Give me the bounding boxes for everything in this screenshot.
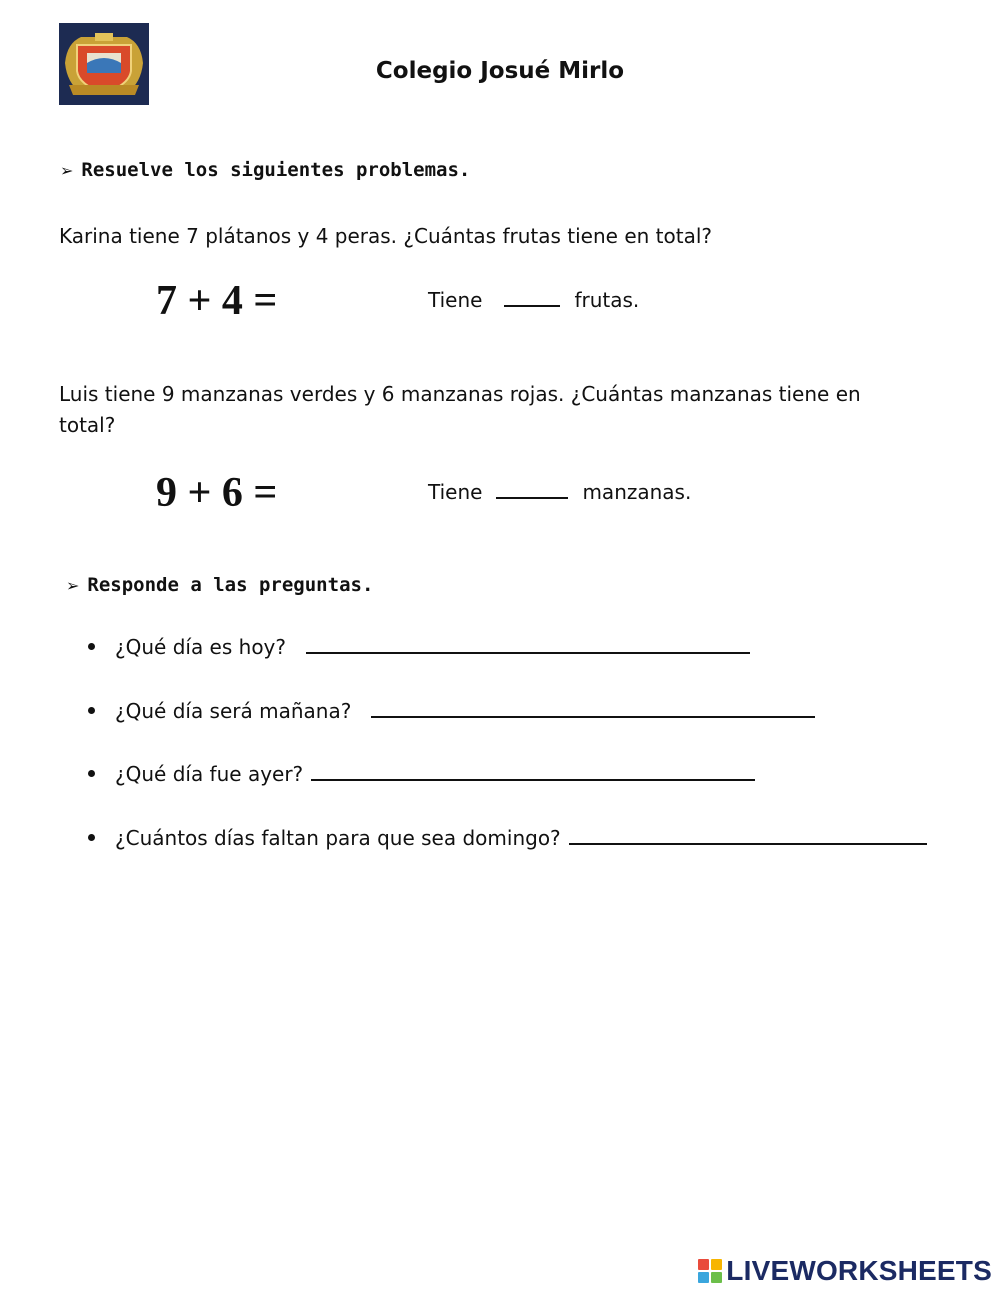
answer-blank-2[interactable] bbox=[496, 477, 568, 499]
section-heading-text: Resuelve los siguientes problemas. bbox=[81, 159, 471, 181]
bullet-icon bbox=[88, 643, 95, 650]
answer-line-3[interactable] bbox=[311, 761, 755, 781]
answer-suffix: manzanas. bbox=[582, 480, 692, 504]
question-text: ¿Cuántos días faltan para que sea domingo? bbox=[115, 826, 561, 850]
liveworksheets-brand-text: LIVEWORKSHEETS bbox=[726, 1255, 992, 1286]
arrow-bullet-icon: ➢ bbox=[60, 161, 74, 180]
liveworksheets-logo[interactable] bbox=[698, 1255, 992, 1287]
answer-prefix: Tiene bbox=[428, 480, 483, 504]
liveworksheets-blocks-icon bbox=[698, 1259, 722, 1283]
bullet-icon bbox=[88, 834, 95, 841]
problem-2-equation: 9 + 6 = bbox=[156, 470, 278, 516]
answer-blank-1[interactable] bbox=[504, 285, 560, 307]
school-title: Colegio Josué Mirlo bbox=[375, 58, 625, 84]
arrow-bullet-icon: ➢ bbox=[66, 576, 80, 595]
problem-1-answer bbox=[428, 285, 639, 312]
question-text: ¿Qué día será mañana? bbox=[115, 699, 352, 723]
list-item bbox=[88, 634, 750, 659]
problem-2-statement-line1: Luis tiene 9 manzanas verdes y 6 manzanas rojas. ¿Cuántas manzanas tiene en bbox=[59, 382, 861, 406]
section-heading-problems bbox=[60, 159, 470, 181]
question-text: ¿Qué día es hoy? bbox=[115, 635, 287, 659]
section-heading-text: Responde a las preguntas. bbox=[87, 574, 374, 596]
problem-2-statement-line2: total? bbox=[59, 413, 116, 437]
answer-suffix: frutas. bbox=[574, 288, 640, 312]
problem-2-answer bbox=[428, 477, 691, 504]
question-text: ¿Qué día fue ayer? bbox=[115, 762, 304, 786]
list-item bbox=[88, 761, 755, 786]
section-heading-questions bbox=[66, 574, 373, 596]
list-item bbox=[88, 825, 927, 850]
list-item bbox=[88, 698, 815, 723]
answer-line-2[interactable] bbox=[371, 698, 815, 718]
answer-line-4[interactable] bbox=[569, 825, 927, 845]
bullet-icon bbox=[88, 707, 95, 714]
answer-prefix: Tiene bbox=[428, 288, 483, 312]
problem-1-statement: Karina tiene 7 plátanos y 4 peras. ¿Cuántas frutas tiene en total? bbox=[59, 224, 712, 248]
answer-line-1[interactable] bbox=[306, 634, 750, 654]
problem-1-equation: 7 + 4 = bbox=[156, 278, 278, 324]
bullet-icon bbox=[88, 770, 95, 777]
